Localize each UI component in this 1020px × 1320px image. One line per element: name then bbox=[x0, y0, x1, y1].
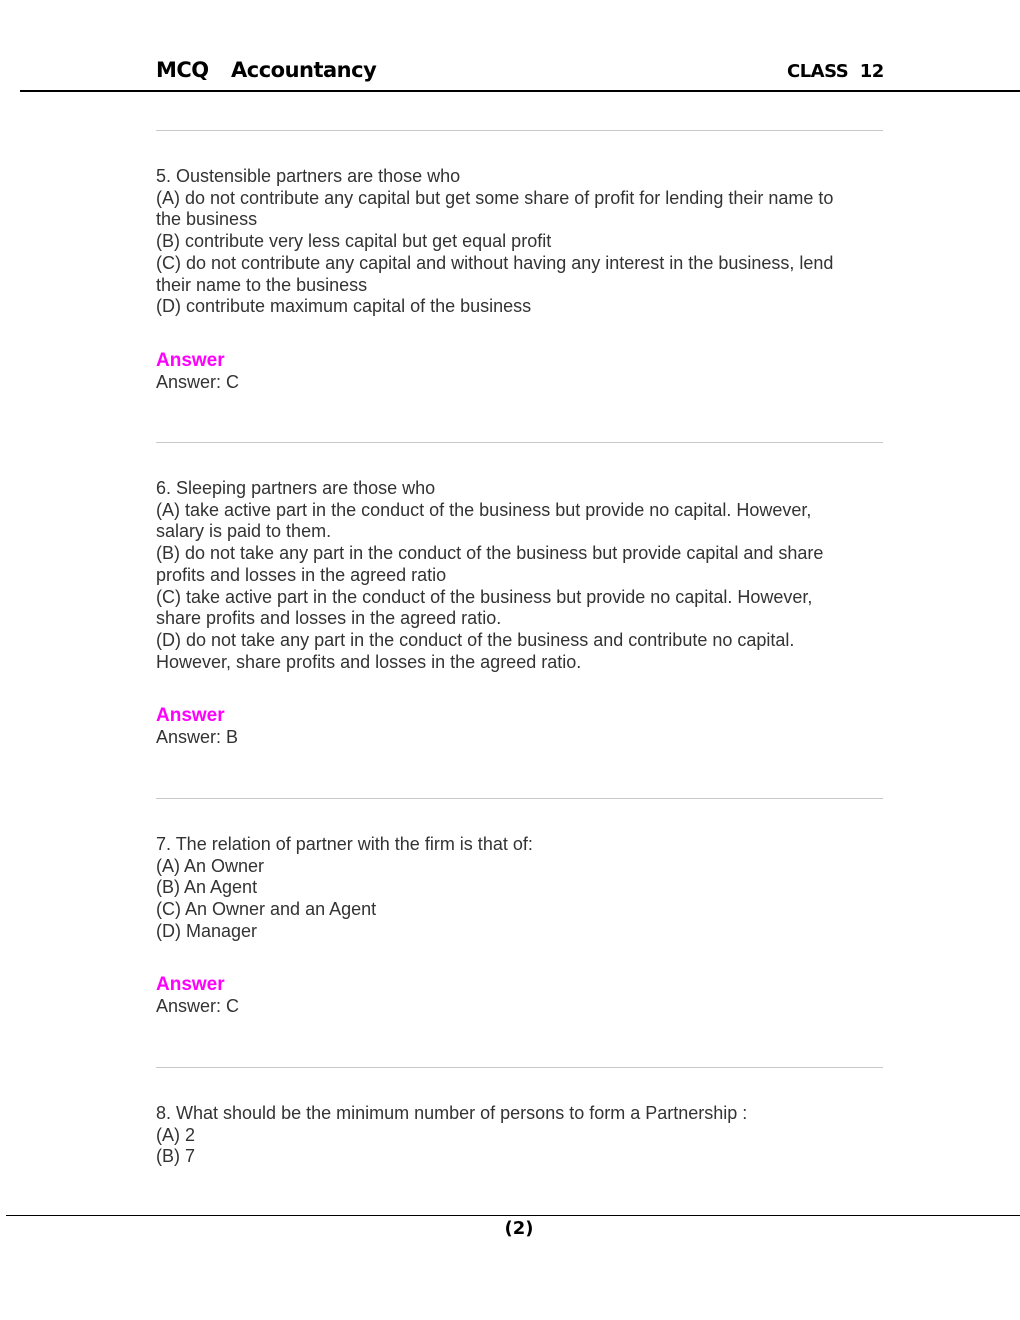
question-line: (A) 2 bbox=[156, 1124, 196, 1145]
answer-text: Answer: B bbox=[156, 726, 239, 747]
header-prefix: MCQ bbox=[156, 58, 209, 82]
separator bbox=[156, 798, 883, 799]
question-text: 7. The relation of partner with the firm is that of: bbox=[156, 834, 533, 854]
question-line: their name to the business bbox=[156, 274, 368, 295]
answer-text: Answer: C bbox=[156, 371, 240, 392]
question-line: (C) take active part in the conduct of the business but provide no capital. However, bbox=[156, 586, 813, 607]
page-number: (2) bbox=[504, 1218, 534, 1239]
question-line: the business bbox=[156, 209, 258, 230]
header-rule bbox=[20, 90, 1020, 92]
separator bbox=[156, 130, 883, 131]
question-line: salary is paid to them. bbox=[156, 521, 332, 542]
separator bbox=[156, 1067, 883, 1068]
question-line: (D) do not take any part in the conduct of the business and contribute no capital. bbox=[156, 629, 795, 650]
question-line: (C) do not contribute any capital and without having any interest in the business, lend bbox=[156, 252, 834, 273]
question-line: (A) do not contribute any capital but get some share of profit for lending their name to bbox=[156, 187, 834, 208]
header-class: CLASS 12 bbox=[787, 61, 884, 82]
question-line: profits and losses in the agreed ratio bbox=[156, 564, 447, 585]
question-5 bbox=[156, 166, 876, 318]
answer-text: Answer: C bbox=[156, 995, 240, 1016]
question-text: 6. Sleeping partners are those who bbox=[156, 478, 436, 498]
answer-label: Answer bbox=[156, 705, 225, 726]
question-text: 8. What should be the minimum number of persons to form a Partnership : bbox=[156, 1103, 748, 1123]
answer-5 bbox=[156, 350, 876, 393]
question-line: (B) An Agent bbox=[156, 877, 258, 898]
header-subject: Accountancy bbox=[231, 58, 377, 82]
answer-label: Answer bbox=[156, 974, 225, 995]
answer-6 bbox=[156, 705, 876, 748]
question-line: share profits and losses in the agreed ratio. bbox=[156, 608, 502, 629]
answer-label: Answer bbox=[156, 350, 225, 371]
footer-rule bbox=[6, 1215, 1020, 1216]
question-line: (D) contribute maximum capital of the business bbox=[156, 296, 532, 317]
question-line: (C) An Owner and an Agent bbox=[156, 899, 377, 920]
separator bbox=[156, 442, 883, 443]
question-6 bbox=[156, 478, 876, 673]
question-line: (A) take active part in the conduct of the business but provide no capital. However, bbox=[156, 499, 812, 520]
question-line: (A) An Owner bbox=[156, 855, 265, 876]
question-7 bbox=[156, 834, 876, 943]
question-line: (B) 7 bbox=[156, 1146, 196, 1167]
question-line: (B) do not take any part in the conduct of the business but provide capital and share bbox=[156, 543, 824, 564]
question-8 bbox=[156, 1103, 876, 1168]
question-line: (D) Manager bbox=[156, 920, 258, 941]
question-text: 5. Oustensible partners are those who bbox=[156, 166, 461, 186]
question-line: (B) contribute very less capital but get equal profit bbox=[156, 231, 552, 252]
answer-7 bbox=[156, 974, 876, 1017]
question-line: However, share profits and losses in the agreed ratio. bbox=[156, 651, 582, 672]
